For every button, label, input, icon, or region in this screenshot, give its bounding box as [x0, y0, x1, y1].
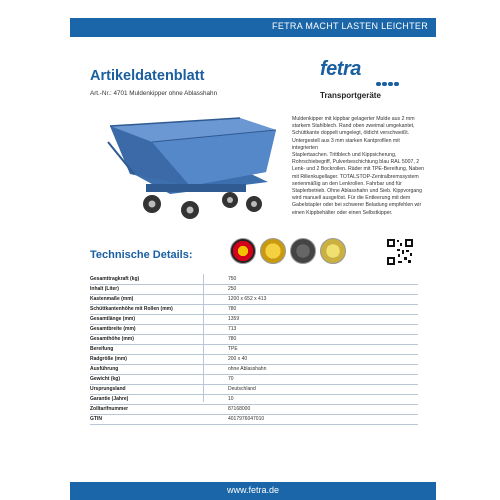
spec-row — [90, 364, 418, 374]
description-line: Gabelstapler oder bei schwerer Beladung empfehlen wir — [292, 202, 422, 209]
spec-value: 200 x 40 — [228, 356, 248, 362]
spec-row — [90, 284, 418, 294]
spec-value: 1200 x 652 x 413 — [228, 296, 267, 302]
description-line: Untergestell aus 3 mm starken Kantprofilen mit integrierten — [292, 137, 400, 151]
quality-badges — [230, 238, 380, 268]
spec-row — [90, 304, 418, 314]
ral-badge-icon — [320, 238, 346, 264]
description-line: serienmäßig an den Lenkrollen. Fahrbar und für — [292, 180, 402, 187]
logo-dots-icon — [376, 73, 400, 91]
spec-label: Gesamthöhe (mm) — [90, 336, 134, 342]
spec-value: 1359 — [228, 316, 240, 322]
spec-label: Ursprungsland — [90, 386, 126, 392]
description-line: Lenk- und 2 Bockrollen. Räder mit TPE-Bereifung, Naben — [292, 166, 424, 173]
spec-value: 713 — [228, 326, 237, 332]
spec-label: Schüttkantenhöhe mit Rollen (mm) — [90, 306, 173, 312]
germany-badge-icon — [230, 238, 256, 264]
spec-row — [90, 294, 418, 304]
spec-label: Garantie (Jahre) — [90, 396, 129, 402]
spec-value: 10 — [228, 396, 234, 402]
spec-value: 250 — [228, 286, 237, 292]
spec-label: Gewicht (kg) — [90, 376, 121, 382]
spec-value: 780 — [228, 306, 237, 312]
spec-label: GTIN — [90, 416, 102, 422]
footer-bar — [70, 482, 436, 500]
spec-label: Kastenmaße (mm) — [90, 296, 134, 302]
guarantee-badge-icon — [260, 238, 286, 264]
fetra-logo — [320, 58, 425, 106]
product-description — [292, 116, 426, 217]
spec-value: 750 — [228, 276, 237, 282]
spec-table — [90, 274, 418, 424]
spec-row — [90, 334, 418, 344]
article-number: Art.-Nr.: 4701 Muldenkipper ohne Ablasshahn — [90, 90, 218, 97]
description-line: Schüttkante doppelt umgelegt, öldicht verschweißt. — [292, 130, 410, 137]
spec-row — [90, 274, 418, 284]
spec-value: 4017976047010 — [228, 416, 265, 422]
footer-url-link[interactable]: www.fetra.de — [226, 485, 280, 495]
spec-label: Inhalt (Liter) — [90, 286, 119, 292]
description-line: mit Rillenkugellager. TOTALSTOP-Zentralbremssystem — [292, 173, 419, 180]
technical-details-heading: Technische Details: — [90, 249, 193, 261]
spec-label: Gesamtlänge (mm) — [90, 316, 136, 322]
logo-tagline: Transportgeräte — [320, 91, 381, 100]
description-line: wird manuell ausgelöst. Für die Entleerung mit dem — [292, 195, 411, 202]
spec-value: TPE — [228, 346, 238, 352]
spec-value: Deutschland — [228, 386, 256, 392]
spec-row — [90, 404, 418, 414]
spec-value: ohne Ablasshahn — [228, 366, 267, 372]
spec-label: Bereifung — [90, 346, 114, 352]
spec-row — [90, 344, 418, 354]
spec-row — [90, 374, 418, 384]
spec-label: Gesamttragkraft (kg) — [90, 276, 140, 282]
spec-row — [90, 324, 418, 334]
spec-value: 70 — [228, 376, 234, 382]
description-line: starkem Stahlblech. Rand oben zweimal umgekantet, — [292, 123, 415, 130]
spec-row — [90, 384, 418, 394]
description-line: Rohrschiebegriff, Pulverbeschichtung blau RAL 5007, 2 — [292, 159, 420, 166]
description-line: Staplertaschen. Trittblech und Kippsicherung, — [292, 152, 397, 159]
description-line: Staplerbetrieb. Ohne Ablasshahn und Sieb. Kippvorgang — [292, 188, 423, 195]
description-line: Muldenkipper mit kippbar gelagerter Mulde aus 2 mm — [292, 116, 415, 122]
spec-row — [90, 314, 418, 324]
spec-row — [90, 414, 418, 424]
spec-value: 780 — [228, 336, 237, 342]
datasheet-page — [70, 0, 436, 500]
spec-label: Ausführung — [90, 366, 119, 372]
spec-value: 87168000 — [228, 406, 251, 412]
spec-label: Radgröße (mm) — [90, 356, 127, 362]
totalstop-badge-icon — [290, 238, 316, 264]
spec-row — [90, 354, 418, 364]
qr-code-icon — [386, 238, 414, 266]
page-title: Artikeldatenblatt — [90, 68, 205, 84]
spec-row — [90, 394, 418, 404]
logo-wordmark: fetra — [320, 58, 361, 80]
spec-label: Gesamtbreite (mm) — [90, 326, 136, 332]
product-image — [90, 112, 280, 222]
header-slogan: FETRA MACHT LASTEN LEICHTER — [272, 21, 428, 31]
spec-label: Zolltarifnummer — [90, 406, 129, 412]
description-line: einen Kippbehälter oder einen Selbstkipper. — [292, 209, 393, 216]
header-bar — [70, 18, 436, 37]
